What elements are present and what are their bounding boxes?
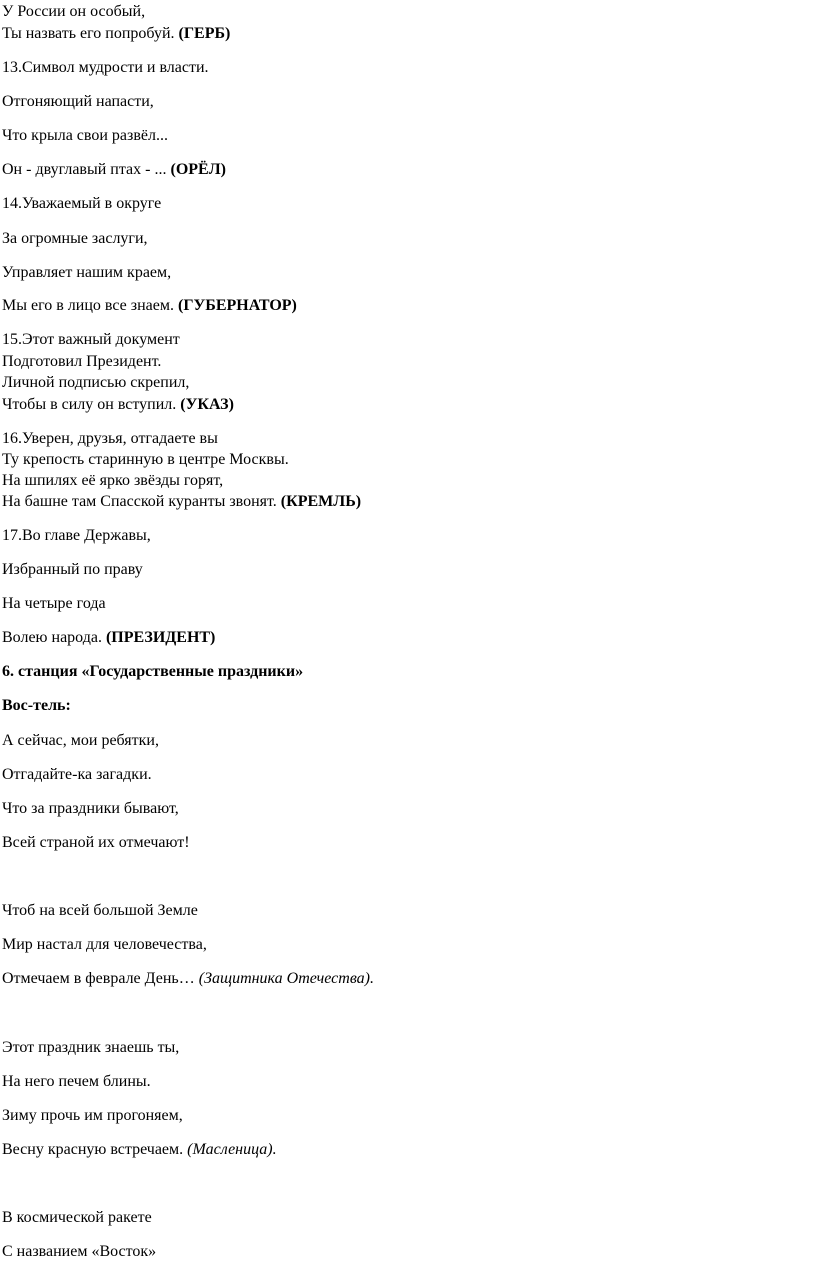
speaker-label: Вос-тель: (2, 697, 71, 714)
text-line: На шпилях её ярко звёзды горят, (2, 472, 224, 489)
riddle-heading: 13.Символ мудрости и власти. (2, 59, 209, 76)
text-line: На него печем блины. (2, 1073, 151, 1090)
text-line: Что за праздники бывают, (2, 800, 179, 817)
text-line: Всей страной их отмечают! (2, 834, 190, 851)
text-line: Чтоб на всей большой Земле (2, 902, 198, 919)
riddle-heading: 14.Уважаемый в округе (2, 195, 162, 212)
text-line: Мир настал для человечества, (2, 936, 207, 953)
text-line: Зиму прочь им прогоняем, (2, 1107, 183, 1124)
riddle-heading: 16.Уверен, друзья, отгадаете вы (2, 430, 218, 447)
text-line: На четыре года (2, 595, 106, 612)
text-line: Подготовил Президент. (2, 353, 162, 370)
text-line: Весну красную встречаем. (Масленица). (2, 1141, 277, 1158)
section-heading: 6. станция «Государственные праздники» (2, 663, 304, 680)
riddle-answer: (ГУБЕРНАТОР) (177, 297, 297, 314)
riddle-answer: (ОРЁЛ) (170, 161, 226, 178)
riddle-heading: 17.Во главе Державы, (2, 527, 151, 544)
text-line: За огромные заслуги, (2, 230, 148, 247)
riddle-answer: (УКАЗ) (180, 396, 234, 413)
text-line: Ту крепость старинную в центре Москвы. (2, 451, 289, 468)
text-line: В космической ракете (2, 1209, 152, 1226)
text-line: У России он особый, (2, 3, 146, 20)
text-line: Личной подписью скрепил, (2, 374, 190, 391)
text-line: Управляет нашим краем, (2, 264, 172, 281)
text-line: А сейчас, мои ребятки, (2, 732, 159, 749)
text-line: Чтобы в силу он вступил. (УКАЗ) (2, 396, 234, 413)
text-line: Избранный по праву (2, 561, 143, 578)
riddle-answer: (Защитника Отечества). (198, 970, 374, 987)
text-line: Этот праздник знаешь ты, (2, 1039, 180, 1056)
riddle-answer: (Масленица). (187, 1141, 277, 1158)
text-line: С названием «Восток» (2, 1243, 157, 1260)
text-line: Что крыла свои развёл... (2, 127, 168, 144)
riddle-heading: 15.Этот важный документ (2, 331, 180, 348)
text-line: Ты назвать его попробуй. (ГЕРБ) (2, 25, 231, 42)
riddle-answer: (ГЕРБ) (178, 25, 231, 42)
text-line: Отгадайте-ка загадки. (2, 766, 152, 783)
text-line: Волею народа. (ПРЕЗИДЕНТ) (2, 629, 216, 646)
text-line: Он - двуглавый птах - ... (ОРЁЛ) (2, 161, 226, 178)
text-line: На башне там Спасской куранты звонят. (КРЕМЛЬ) (2, 493, 362, 510)
riddle-answer: (ПРЕЗИДЕНТ) (105, 629, 216, 646)
text-line: Мы его в лицо все знаем. (ГУБЕРНАТОР) (2, 297, 297, 314)
text-line: Отмечаем в феврале День… (Защитника Отечества). (2, 970, 374, 987)
text-line: Отгоняющий напасти, (2, 93, 154, 110)
riddle-answer: (КРЕМЛЬ) (280, 493, 362, 510)
